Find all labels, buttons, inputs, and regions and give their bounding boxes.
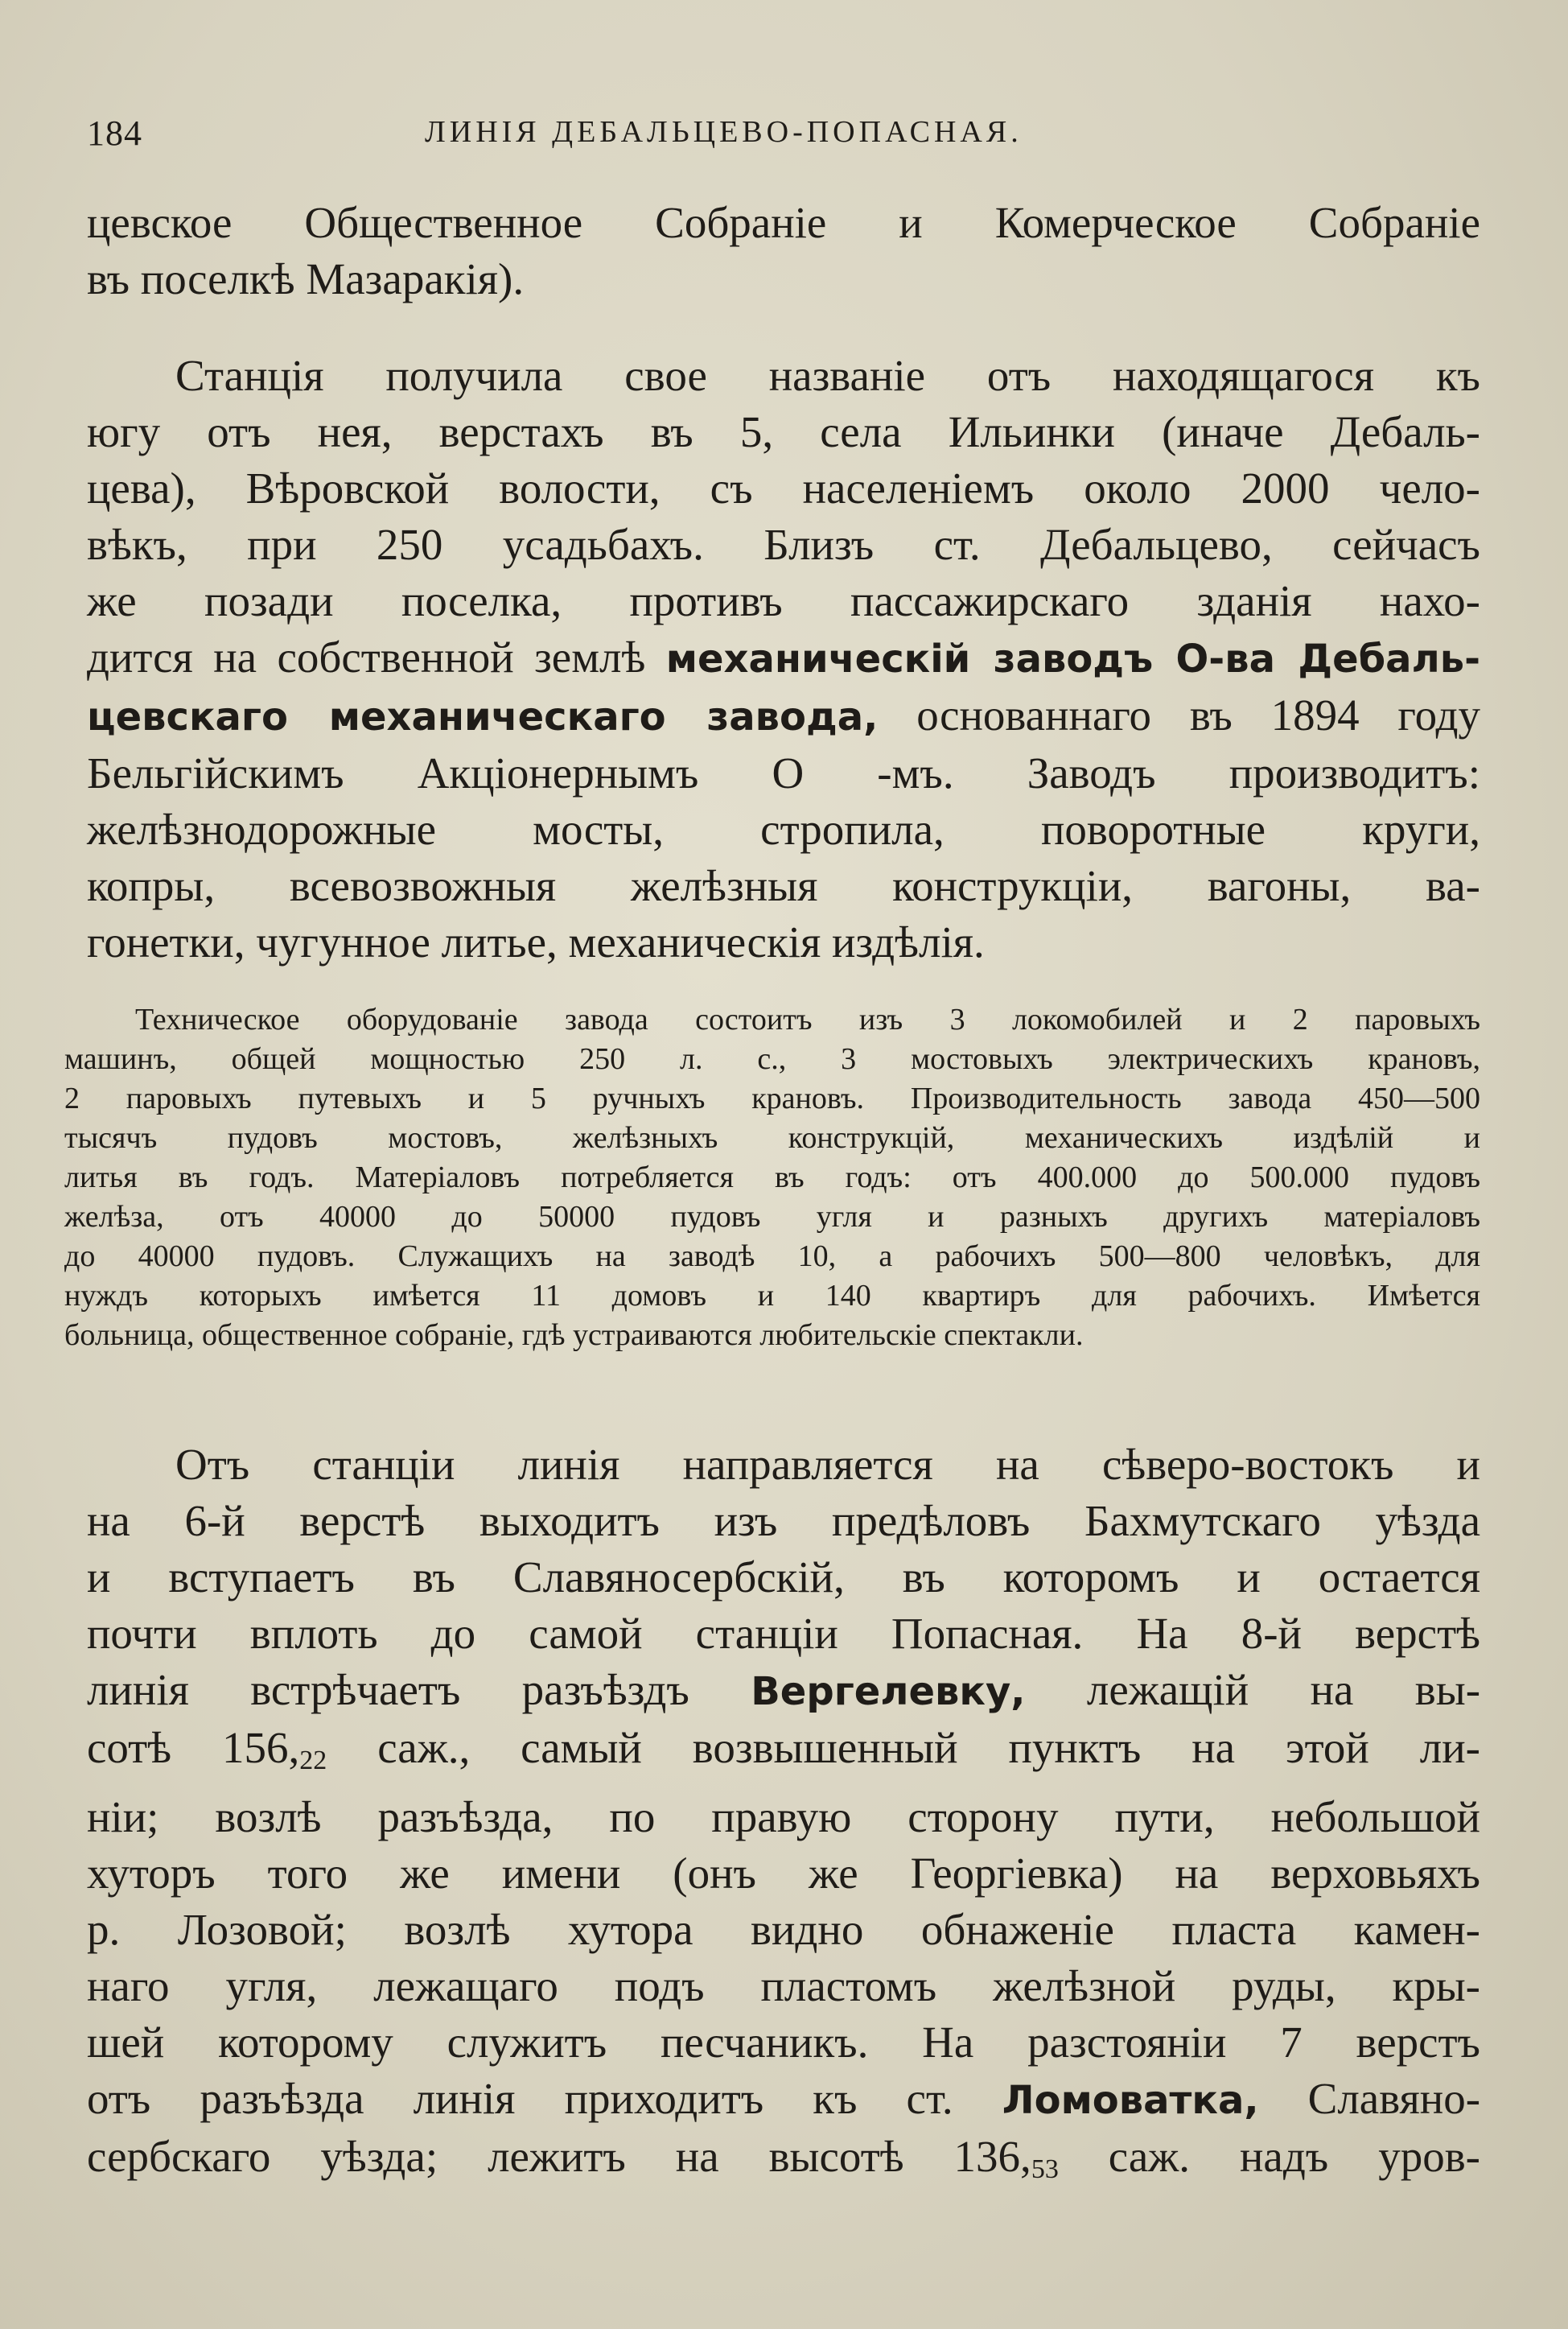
note-line: желѣза, отъ 40000 до 50000 пудовъ угля и разныхъ другихъ матеріаловъ — [64, 1200, 1480, 1234]
text-line: копры, всевозвожныя желѣзныя конструкціи, вагоны, ва- — [87, 861, 1480, 910]
text-line: почти вплоть до самой станціи Попасная. На 8-й верстѣ — [87, 1609, 1480, 1658]
note-line: больница, общественное собраніе, гдѣ устраиваются любительскіе спектакли. — [64, 1318, 1084, 1352]
bold-station-name: Ломоватка, — [1002, 2078, 1259, 2123]
text-line: гонетки, чугунное литье, механическія издѣлія. — [87, 917, 985, 967]
text-line: желѣзнодорожные мосты, стропила, поворотные круги, — [87, 805, 1480, 854]
text-line: хуторъ того же имени (онъ же Георгіевка) на верховьяхъ — [87, 1849, 1480, 1898]
line-text: сербскаго уѣзда; лежитъ на высотѣ 136, — [87, 2132, 1031, 2181]
text-line: шей которому служитъ песчаникъ. На разстояніи 7 верстъ — [87, 2018, 1480, 2067]
note-line: 2 паровыхъ путевыхъ и 5 ручныхъ крановъ. Производительность завода 450—500 — [64, 1082, 1480, 1115]
line-text: сотѣ 156, — [87, 1723, 300, 1772]
text-line — [87, 629, 1480, 687]
text-line — [87, 1720, 1480, 1789]
note-line: тысячъ пудовъ мостовъ, желѣзныхъ конструкцій, механическихъ издѣлій и — [64, 1121, 1480, 1155]
text-line: Отъ станціи линія направляется на сѣверо-востокъ и — [175, 1440, 1480, 1489]
text-line: въ поселкѣ Мазаракія). — [87, 254, 525, 303]
text-line — [87, 687, 1480, 745]
text-line: ніи; возлѣ разъѣзда, по правую сторону пути, небольшой — [87, 1792, 1480, 1841]
paragraph-station-name — [87, 348, 1480, 971]
technical-note — [64, 1000, 1480, 1355]
note-line: Техническое оборудованіе завода состоитъ изъ 3 локомобилей и 2 паровыхъ — [135, 1003, 1480, 1037]
text-line: наго угля, лежащаго подъ пластомъ желѣзной руды, кры- — [87, 1961, 1480, 2010]
text-line: цева), Вѣровской волости, съ населеніемъ около 2000 чело- — [87, 464, 1480, 513]
bold-factory-name: механическій заводъ О-ва Дебаль- — [665, 637, 1481, 682]
decimal-subscript: 22 — [299, 1746, 327, 1775]
text-line: р. Лозовой; возлѣ хутора видно обнаженіе пласта камен- — [87, 1905, 1480, 1954]
text-line: Бельгійскимъ Акціонернымъ О -мъ. Заводъ производитъ: — [87, 748, 1480, 798]
text-line — [87, 1662, 1480, 1720]
line-text: Славяно- — [1307, 2074, 1481, 2123]
text-line: вѣкъ, при 250 усадьбахъ. Близъ ст. Дебальцево, сейчасъ — [87, 520, 1480, 569]
running-title: ЛИНІЯ ДЕБАЛЬЦЕВО-ПОПАСНАЯ. — [425, 115, 1023, 149]
paragraph-continuation — [87, 195, 1480, 307]
text-line — [87, 2129, 1480, 2198]
line-text: саж., самый возвышенный пунктъ на этой ли- — [377, 1723, 1481, 1772]
bold-factory-name: цевскаго механическаго завода, — [87, 695, 879, 740]
note-line: до 40000 пудовъ. Служащихъ на заводѣ 10, а рабочихъ 500—800 человѣкъ, для — [64, 1239, 1480, 1273]
text-line — [87, 2071, 1480, 2129]
line-text: дится на собственной землѣ — [87, 633, 646, 682]
bold-siding-name: Вергелевку, — [751, 1669, 1026, 1714]
paragraph-line-route — [87, 1437, 1480, 2198]
line-text: саж. надъ уров- — [1108, 2132, 1480, 2181]
note-line: нуждъ которыхъ имѣется 11 домовъ и 140 квартиръ для рабочихъ. Имѣется — [64, 1279, 1480, 1313]
page-number: 184 — [87, 113, 142, 153]
text-line: же позади поселка, противъ пассажирскаго зданія нахо- — [87, 576, 1480, 625]
note-line: машинъ, общей мощностью 250 л. с., 3 мостовыхъ электрическихъ крановъ, — [64, 1042, 1480, 1076]
line-text: лежащій на вы- — [1086, 1665, 1481, 1714]
text-line: на 6-й верстѣ выходитъ изъ предѣловъ Бахмутскаго уѣзда — [87, 1496, 1480, 1545]
text-line: и вступаетъ въ Славяносербскій, въ которомъ и остается — [87, 1552, 1480, 1601]
text-line: цевское Общественное Собраніе и Комерческое Собраніе — [87, 198, 1480, 247]
page-header — [87, 113, 1479, 161]
text-line: югу отъ нея, верстахъ въ 5, села Ильинки (иначе Дебаль- — [87, 407, 1480, 456]
line-text: линія встрѣчаетъ разъѣздъ — [87, 1665, 689, 1714]
line-text: отъ разъѣзда линія приходитъ къ ст. — [87, 2074, 953, 2123]
note-line: литья въ годъ. Матеріаловъ потребляется въ годъ: отъ 400.000 до 500.000 пудовъ — [64, 1160, 1480, 1194]
decimal-subscript: 53 — [1031, 2154, 1059, 2184]
text-line: Станція получила свое названіе отъ находящагося къ — [175, 351, 1480, 400]
line-text: основаннаго въ 1894 году — [916, 690, 1481, 740]
